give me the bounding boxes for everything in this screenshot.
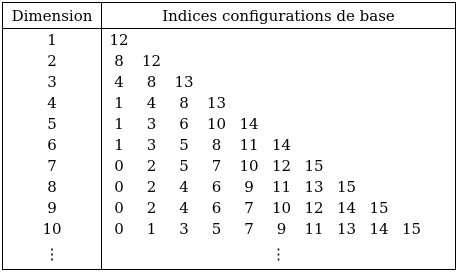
index-cell: 4 <box>114 73 124 91</box>
table-row <box>3 157 455 178</box>
index-cell: 6 <box>211 199 222 217</box>
index-cell: 11 <box>239 136 259 154</box>
index-cell: 8 <box>114 52 124 70</box>
index-cell: 7 <box>244 199 254 217</box>
dimension-cell: 4 <box>47 94 57 112</box>
index-cell: 3 <box>146 115 157 133</box>
index-cell: 1 <box>114 115 124 133</box>
index-cell: 0 <box>114 157 124 175</box>
index-cell: 3 <box>146 136 157 154</box>
indices-table <box>2 2 456 270</box>
index-cell: 1 <box>146 220 157 238</box>
index-cell: 15 <box>304 157 324 175</box>
header-indices: Indices configurations de base <box>162 7 395 25</box>
index-cell: 15 <box>401 220 422 238</box>
dimension-cell: 3 <box>47 73 57 91</box>
index-cell: 9 <box>244 178 254 196</box>
dimension-cell: 9 <box>47 199 57 217</box>
index-cell: 12 <box>304 199 324 217</box>
index-cell: 4 <box>179 199 189 217</box>
index-cell: 0 <box>114 220 124 238</box>
dimension-cell: 7 <box>47 157 57 175</box>
index-cell: 11 <box>271 178 292 196</box>
index-cell: 6 <box>179 115 189 133</box>
index-cell: 2 <box>146 199 157 217</box>
index-cell: 13 <box>206 94 227 112</box>
index-cell: 13 <box>304 178 324 196</box>
index-cell: 12 <box>141 52 162 70</box>
index-cell: 12 <box>109 31 129 49</box>
continuation-indices: ⋮ <box>271 245 286 263</box>
index-cell: 13 <box>174 73 194 91</box>
table-row <box>3 52 455 73</box>
continuation-row <box>3 245 455 266</box>
index-cell: 1 <box>114 136 124 154</box>
table-row <box>3 115 455 136</box>
table-row <box>3 199 455 220</box>
index-cell: 8 <box>179 94 189 112</box>
continuation-dimension: ⋮ <box>44 245 60 263</box>
index-cell: 2 <box>146 178 157 196</box>
index-cell: 3 <box>179 220 189 238</box>
index-cell: 8 <box>211 136 222 154</box>
index-cell: 8 <box>146 73 157 91</box>
header-divider <box>3 28 455 29</box>
table-row <box>3 73 455 94</box>
dimension-cell: 8 <box>47 178 57 196</box>
index-cell: 14 <box>239 115 259 133</box>
index-cell: 5 <box>211 220 222 238</box>
dimension-cell: 1 <box>47 31 57 49</box>
index-cell: 10 <box>206 115 227 133</box>
index-cell: 12 <box>271 157 292 175</box>
index-cell: 5 <box>179 157 189 175</box>
dimension-cell: 6 <box>47 136 57 154</box>
dimension-cell: 10 <box>42 220 62 238</box>
index-cell: 0 <box>114 178 124 196</box>
index-cell: 2 <box>146 157 157 175</box>
index-cell: 5 <box>179 136 189 154</box>
index-cell: 15 <box>369 199 389 217</box>
index-cell: 7 <box>211 157 222 175</box>
dimension-cell: 5 <box>47 115 57 133</box>
index-cell: 11 <box>304 220 324 238</box>
index-cell: 6 <box>211 178 222 196</box>
dimension-cell: 2 <box>47 52 57 70</box>
index-cell: 10 <box>271 199 292 217</box>
table-row <box>3 94 455 115</box>
index-cell: 14 <box>369 220 389 238</box>
index-cell: 0 <box>114 199 124 217</box>
index-cell: 14 <box>336 199 357 217</box>
index-cell: 13 <box>336 220 357 238</box>
table-row <box>3 220 455 241</box>
index-cell: 1 <box>114 94 124 112</box>
index-cell: 4 <box>179 178 189 196</box>
index-cell: 9 <box>276 220 287 238</box>
index-cell: 14 <box>271 136 292 154</box>
index-cell: 4 <box>146 94 157 112</box>
table-row <box>3 178 455 199</box>
index-cell: 7 <box>244 220 254 238</box>
index-cell: 10 <box>239 157 259 175</box>
table-row <box>3 136 455 157</box>
index-cell: 15 <box>336 178 357 196</box>
table-row <box>3 31 455 52</box>
header-dimension: Dimension <box>11 7 93 25</box>
